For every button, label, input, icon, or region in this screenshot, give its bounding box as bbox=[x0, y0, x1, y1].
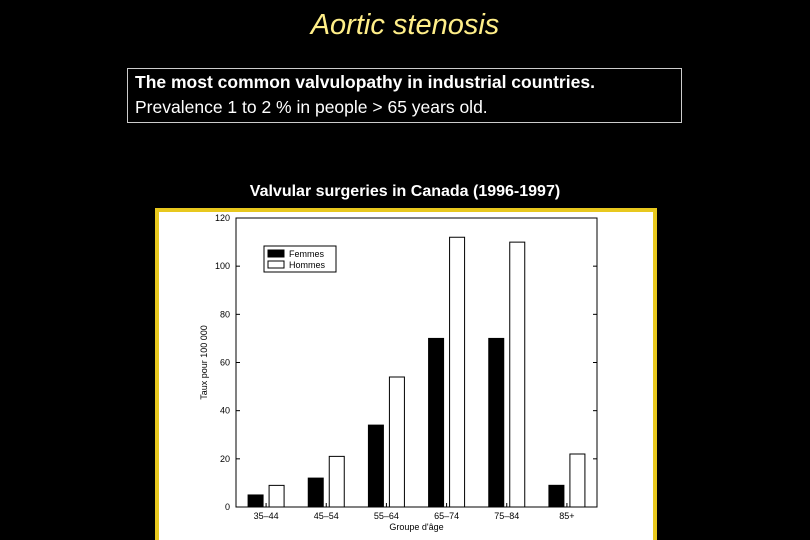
bar-chart bbox=[159, 212, 653, 540]
y-tick-label: 0 bbox=[224, 502, 230, 512]
bar-femmes bbox=[489, 338, 504, 507]
legend-label-femmes: Femmes bbox=[289, 249, 325, 259]
bar-hommes bbox=[329, 456, 344, 507]
x-tick-label: 55–64 bbox=[373, 511, 399, 521]
bar-femmes bbox=[368, 425, 383, 507]
bar-hommes bbox=[269, 485, 284, 507]
chart-frame bbox=[155, 208, 657, 540]
x-tick-label: 45–54 bbox=[313, 511, 339, 521]
slide-title: Aortic stenosis bbox=[310, 9, 500, 41]
bar-hommes bbox=[450, 237, 465, 507]
bar-hommes bbox=[570, 454, 585, 507]
x-tick-label: 65–74 bbox=[434, 511, 460, 521]
bar-femmes bbox=[308, 478, 323, 507]
bar-hommes bbox=[510, 242, 525, 507]
legend-swatch-hommes bbox=[268, 261, 284, 268]
y-tick-label: 40 bbox=[219, 405, 230, 416]
legend-swatch-femmes bbox=[268, 250, 284, 257]
x-tick-label: 85+ bbox=[559, 511, 575, 521]
bar-hommes bbox=[389, 377, 404, 507]
y-tick-label: 120 bbox=[214, 213, 230, 223]
bar-femmes bbox=[429, 338, 444, 507]
bar-femmes bbox=[549, 485, 564, 507]
y-tick-label: 20 bbox=[219, 453, 230, 464]
info-line-1: The most common valvulopathy in industrial countries. bbox=[135, 72, 595, 92]
legend-label-hommes: Hommes bbox=[289, 260, 326, 270]
x-tick-label: 75–84 bbox=[494, 511, 520, 521]
y-axis-label: Taux pour 100 000 bbox=[199, 325, 209, 400]
x-tick-label: 35–44 bbox=[253, 511, 279, 521]
y-tick-label: 60 bbox=[219, 357, 230, 368]
info-box bbox=[127, 68, 682, 123]
info-line-2: Prevalence 1 to 2 % in people > 65 years old. bbox=[135, 97, 488, 117]
bar-femmes bbox=[248, 495, 263, 507]
x-axis-label: Groupe d'âge bbox=[389, 522, 444, 532]
y-tick-label: 100 bbox=[214, 261, 230, 272]
chart-caption: Valvular surgeries in Canada (1996-1997) bbox=[249, 183, 561, 200]
y-tick-label: 80 bbox=[219, 309, 230, 320]
